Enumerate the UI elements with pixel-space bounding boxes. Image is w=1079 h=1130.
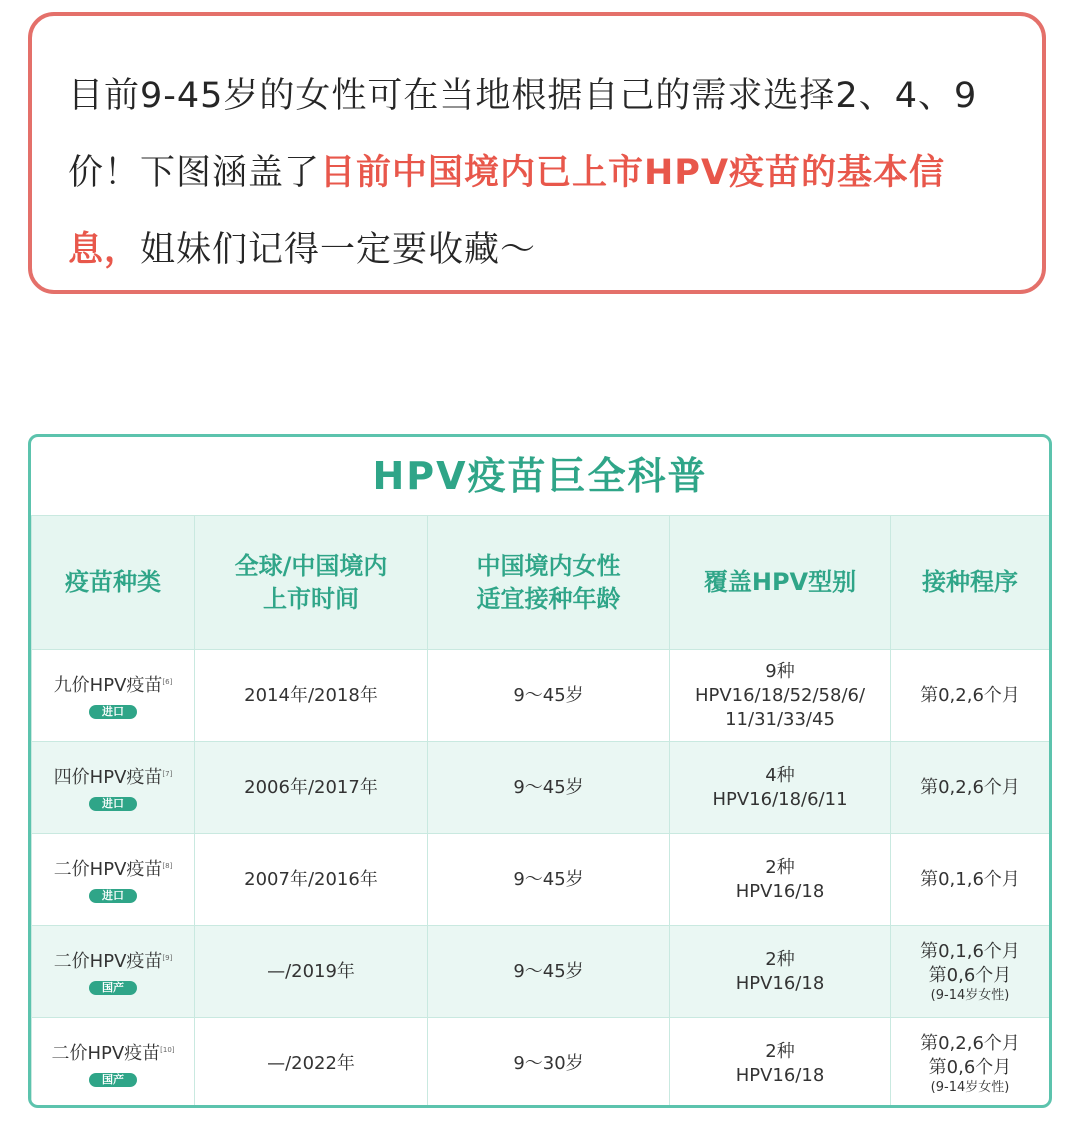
table-row — [32, 1018, 1050, 1109]
launch-cell: 2014年/2018年 — [195, 650, 428, 742]
vaccine-name-cell: 二价HPV疫苗[8] 进口 — [32, 834, 195, 926]
vaccine-name-cell: 九价HPV疫苗[6] 进口 — [32, 650, 195, 742]
age-cell: 9～45岁 — [428, 926, 670, 1018]
age-cell: 9～45岁 — [428, 834, 670, 926]
origin-badge: 进口 — [89, 889, 137, 903]
schedule-cell: 第0,2,6个月 第0,6个月 (9-14岁女性) — [891, 1018, 1050, 1109]
schedule-cell: 第0,2,6个月 — [891, 742, 1050, 834]
origin-badge: 进口 — [89, 797, 137, 811]
schedule-cell: 第0,1,6个月 — [891, 834, 1050, 926]
card-title: HPV疫苗巨全科普 — [372, 454, 708, 498]
origin-badge: 进口 — [89, 705, 137, 719]
header-vaccine-type: 疫苗种类 — [32, 516, 195, 650]
table-row — [32, 926, 1050, 1018]
table-row — [32, 834, 1050, 926]
header-hpv-types: 覆盖HPV型别 — [670, 516, 891, 650]
intro-highlight: 目前中国境内已上市HPV疫苗的基本信息， — [68, 153, 946, 270]
header-launch-time: 全球/中国境内 上市时间 — [195, 516, 428, 650]
table-row — [32, 742, 1050, 834]
age-cell: 9～45岁 — [428, 742, 670, 834]
types-cell: 9种 HPV16/18/52/58/6/ 11/31/33/45 — [670, 650, 891, 742]
intro-text-part2: 姐妹们记得一定要收藏～ — [140, 230, 537, 270]
schedule-note: (9-14岁女性) — [930, 987, 1010, 1003]
vaccine-name-cell: 二价HPV疫苗[10] 国产 — [32, 1018, 195, 1109]
launch-cell: —/2022年 — [195, 1018, 428, 1109]
origin-badge: 国产 — [89, 981, 137, 995]
intro-text — [68, 58, 1016, 289]
schedule-note: (9-14岁女性) — [930, 1079, 1010, 1095]
intro-box — [28, 12, 1046, 294]
types-cell: 2种 HPV16/18 — [670, 926, 891, 1018]
intro-text-part1: 目前9-45岁的女性可在当地根据自己的需求选择2、4、9价！下图涵盖了 — [68, 76, 978, 193]
types-cell: 4种 HPV16/18/6/11 — [670, 742, 891, 834]
table-row — [32, 650, 1050, 742]
vaccine-name-cell: 四价HPV疫苗[7] 进口 — [32, 742, 195, 834]
schedule-cell: 第0,1,6个月 第0,6个月 (9-14岁女性) — [891, 926, 1050, 1018]
launch-cell: 2007年/2016年 — [195, 834, 428, 926]
table-header-row — [32, 516, 1050, 650]
origin-badge: 国产 — [89, 1073, 137, 1087]
schedule-cell: 第0,2,6个月 — [891, 650, 1050, 742]
launch-cell: 2006年/2017年 — [195, 742, 428, 834]
age-cell: 9～30岁 — [428, 1018, 670, 1109]
header-schedule: 接种程序 — [891, 516, 1050, 650]
launch-cell: —/2019年 — [195, 926, 428, 1018]
age-cell: 9～45岁 — [428, 650, 670, 742]
types-cell: 2种 HPV16/18 — [670, 834, 891, 926]
header-age: 中国境内女性 适宜接种年龄 — [428, 516, 670, 650]
vaccine-name-cell: 二价HPV疫苗[9] 国产 — [32, 926, 195, 1018]
vaccine-table — [31, 515, 1050, 1108]
types-cell: 2种 HPV16/18 — [670, 1018, 891, 1109]
hpv-info-card — [28, 434, 1052, 1108]
